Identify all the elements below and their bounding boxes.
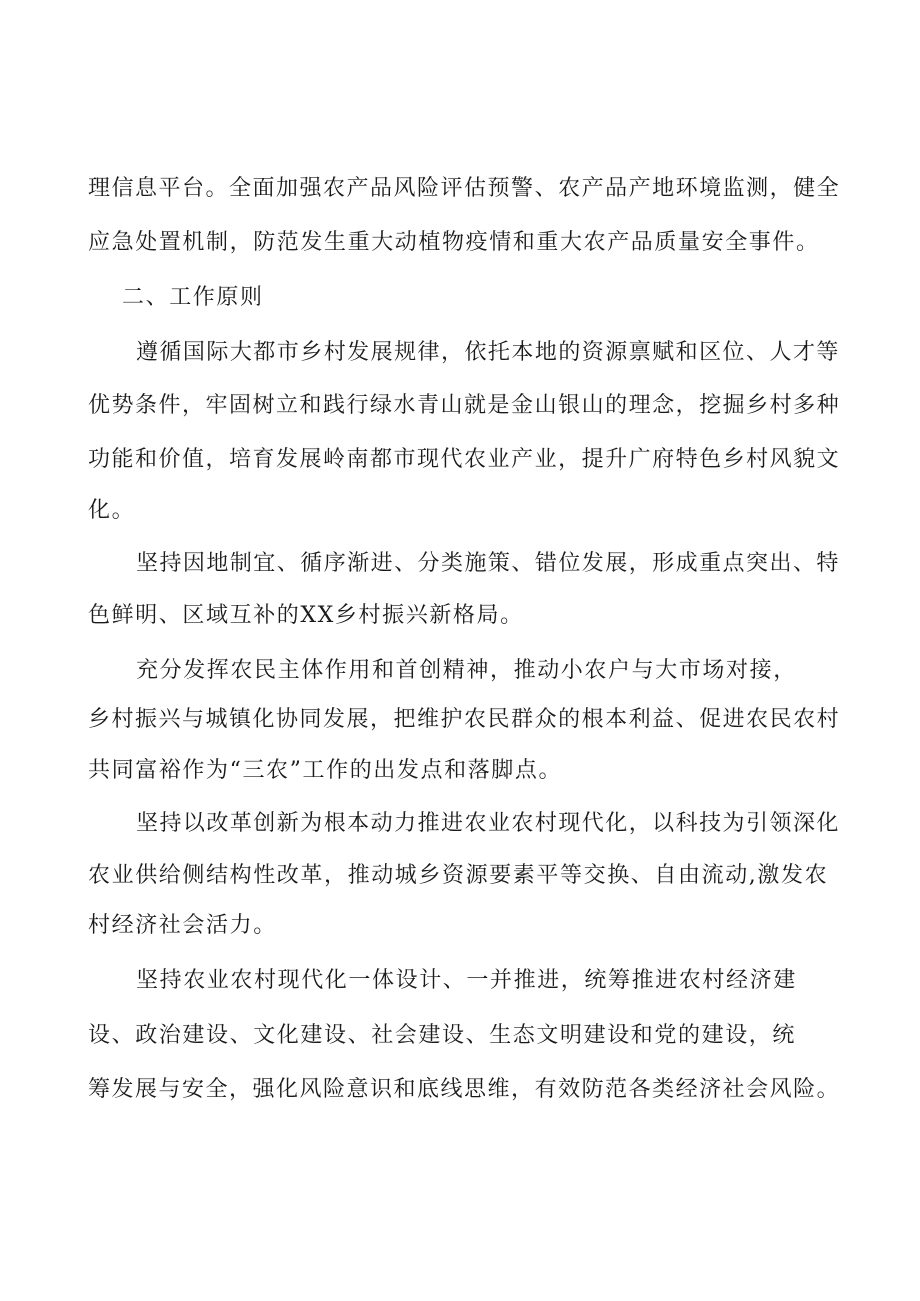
paragraph-line: 筹发展与安全，强化风险意识和底线思维，有效防范各类经济社会风险。 — [88, 1077, 841, 1102]
paragraph-line: 共同富裕作为“三农”工作的出发点和落脚点。 — [88, 758, 563, 783]
paragraph-line: 色鲜明、区域互补的XX乡村振兴新格局。 — [88, 603, 524, 628]
paragraph-line: 应急处置机制，防范发生重大动植物疫情和重大农产品质量安全事件。 — [88, 230, 820, 255]
paragraph-line: 乡村振兴与城镇化协同发展，把维护农民群众的根本利益、促进农民农村 — [88, 707, 841, 732]
paragraph-line: 坚持农业农村现代化一体设计、一并推进，统筹推进农村经济建 — [136, 968, 797, 993]
paragraph-line: 坚持因地制宜、循序渐进、分类施策、错位发展，形成重点突出、特 — [136, 551, 840, 576]
section-heading: 二、工作原则 — [122, 285, 264, 310]
paragraph-line: 充分发挥农民主体作用和首创精神，推动小农户与大市场对接， — [136, 658, 797, 683]
paragraph-line: 化。 — [88, 498, 136, 523]
paragraph-line: 农业供给侧结构性改革，推动城乡资源要素平等交换、自由流动,激发农 — [88, 863, 829, 888]
paragraph-line: 设、政治建设、文化建设、社会建设、生态文明建设和党的建设，统 — [88, 1023, 797, 1048]
paragraph-line: 理信息平台。全面加强农产品风险评估预警、农产品产地环境监测，健全 — [88, 176, 841, 201]
paragraph-line: 村经济社会活力。 — [88, 913, 277, 938]
paragraph-line: 功能和价值，培育发展岭南都市现代农业产业，提升广府特色乡村风貌文 — [88, 447, 841, 472]
paragraph-line: 遵循国际大都市乡村发展规律，依托本地的资源禀赋和区位、人才等 — [136, 340, 840, 365]
paragraph-line: 坚持以改革创新为根本动力推进农业农村现代化，以科技为引领深化 — [136, 811, 840, 836]
paragraph-line: 优势条件，牢固树立和践行绿水青山就是金山银山的理念，挖掘乡村多种 — [88, 393, 841, 418]
